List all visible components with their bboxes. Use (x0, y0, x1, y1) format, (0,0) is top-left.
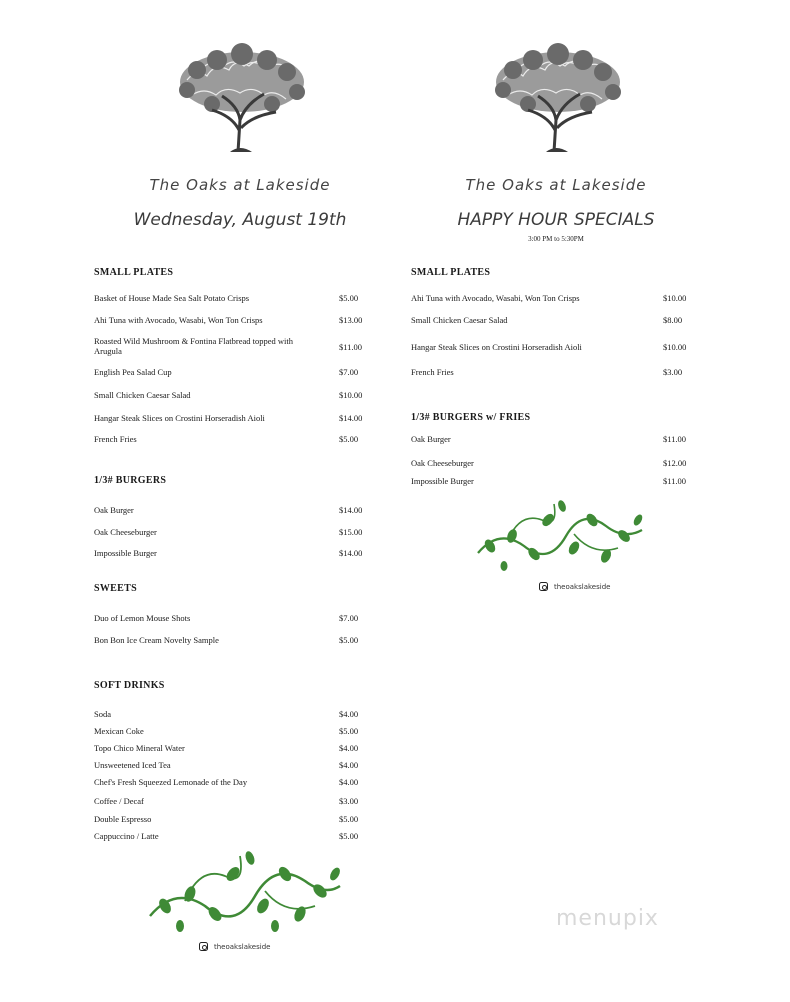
menu-price: $4.00 (339, 709, 359, 719)
instagram-handle-text: theoakslakeside (554, 582, 611, 591)
oak-tree-logo-right (488, 40, 628, 152)
menu-item: Oak Burger (94, 505, 134, 515)
menu-item: Double Espresso (94, 814, 152, 824)
menu-price: $14.00 (339, 505, 363, 515)
menu-price: $11.00 (663, 476, 687, 486)
section-title-soft-drinks: SOFT DRINKS (94, 680, 165, 691)
menu-item: Impossible Burger (411, 476, 474, 486)
section-title-hh-burgers: 1/3# BURGERS w/ FRIES (411, 412, 531, 423)
section-title-small-plates: SMALL PLATES (94, 267, 174, 278)
menu-price: $3.00 (339, 796, 359, 806)
menu-item: Duo of Lemon Mouse Shots (94, 613, 191, 623)
menu-price: $3.00 (663, 367, 683, 377)
menu-item: Small Chicken Caesar Salad (94, 390, 191, 400)
menu-item: Unsweetened Iced Tea (94, 760, 171, 770)
instagram-icon (199, 942, 208, 951)
menu-price: $11.00 (663, 434, 687, 444)
section-title-hh-small-plates: SMALL PLATES (411, 267, 491, 278)
menu-price: $15.00 (339, 527, 363, 537)
menu-price: $12.00 (663, 458, 687, 468)
menu-price: $5.00 (339, 814, 359, 824)
menu-price: $7.00 (339, 613, 359, 623)
menu-item: French Fries (94, 434, 137, 444)
menu-price: $13.00 (339, 315, 363, 325)
menu-price: $14.00 (339, 413, 363, 423)
menu-item: French Fries (411, 367, 454, 377)
menu-item: Oak Cheeseburger (94, 527, 157, 537)
menu-price: $5.00 (339, 726, 359, 736)
menu-item: Soda (94, 709, 111, 719)
menu-price: $7.00 (339, 367, 359, 377)
menu-price: $5.00 (339, 831, 359, 841)
menu-price: $11.00 (339, 342, 363, 352)
menu-item: Ahi Tuna with Avocado, Wasabi, Won Ton Crisps (411, 293, 580, 303)
menu-item: Topo Chico Mineral Water (94, 743, 185, 753)
menupix-watermark: menupix (556, 906, 659, 931)
instagram-handle-left[interactable] (199, 942, 270, 951)
menu-price: $4.00 (339, 743, 359, 753)
menu-item: English Pea Salad Cup (94, 367, 172, 377)
menu-item: Roasted Wild Mushroom & Fontina Flatbread topped with Arugula (94, 336, 293, 356)
menu-item: Chef's Fresh Squeezed Lemonade of the Day (94, 777, 248, 787)
menu-price: $4.00 (339, 760, 359, 770)
menu-item: Bon Bon Ice Cream Novelty Sample (94, 635, 219, 645)
menu-item: Small Chicken Caesar Salad (411, 315, 508, 325)
date-subtitle: Wednesday, August 19th (133, 210, 347, 230)
menu-price: $10.00 (663, 293, 687, 303)
menu-price: $5.00 (339, 293, 359, 303)
menu-item: Hangar Steak Slices on Crostini Horseradish Aioli (94, 413, 265, 423)
vine-decoration-right (474, 498, 646, 576)
menu-price: $8.00 (663, 315, 683, 325)
section-title-burgers: 1/3# BURGERS (94, 475, 167, 486)
menu-item: Impossible Burger (94, 548, 157, 558)
menu-item: Hangar Steak Slices on Crostini Horseradish Aioli (411, 342, 582, 352)
menu-price: $5.00 (339, 434, 359, 444)
menu-price: $4.00 (339, 777, 359, 787)
instagram-handle-text: theoakslakeside (214, 942, 271, 951)
brand-name-left: The Oaks at Lakeside (149, 176, 331, 194)
menu-price: $10.00 (663, 342, 687, 352)
menu-item: Cappuccino / Latte (94, 831, 159, 841)
section-title-sweets: SWEETS (94, 583, 137, 594)
menu-item: Coffee / Decaf (94, 796, 144, 806)
happy-hour-times: 3:00 PM to 5:30PM (528, 235, 584, 243)
menu-item: Oak Burger (411, 434, 451, 444)
vine-decoration-left (145, 846, 345, 938)
instagram-handle-right[interactable] (539, 582, 610, 591)
menu-price: $10.00 (339, 390, 363, 400)
menu-item: Basket of House Made Sea Salt Potato Crisps (94, 293, 250, 303)
brand-name-right: The Oaks at Lakeside (465, 176, 647, 194)
oak-tree-logo-left (172, 40, 312, 152)
instagram-icon (539, 582, 548, 591)
menu-price: $5.00 (339, 635, 359, 645)
menu-item: Oak Cheeseburger (411, 458, 474, 468)
happy-hour-title: HAPPY HOUR SPECIALS (457, 210, 655, 230)
menu-price: $14.00 (339, 548, 363, 558)
menu-item: Ahi Tuna with Avocado, Wasabi, Won Ton Crisps (94, 315, 263, 325)
menu-item: Mexican Coke (94, 726, 144, 736)
